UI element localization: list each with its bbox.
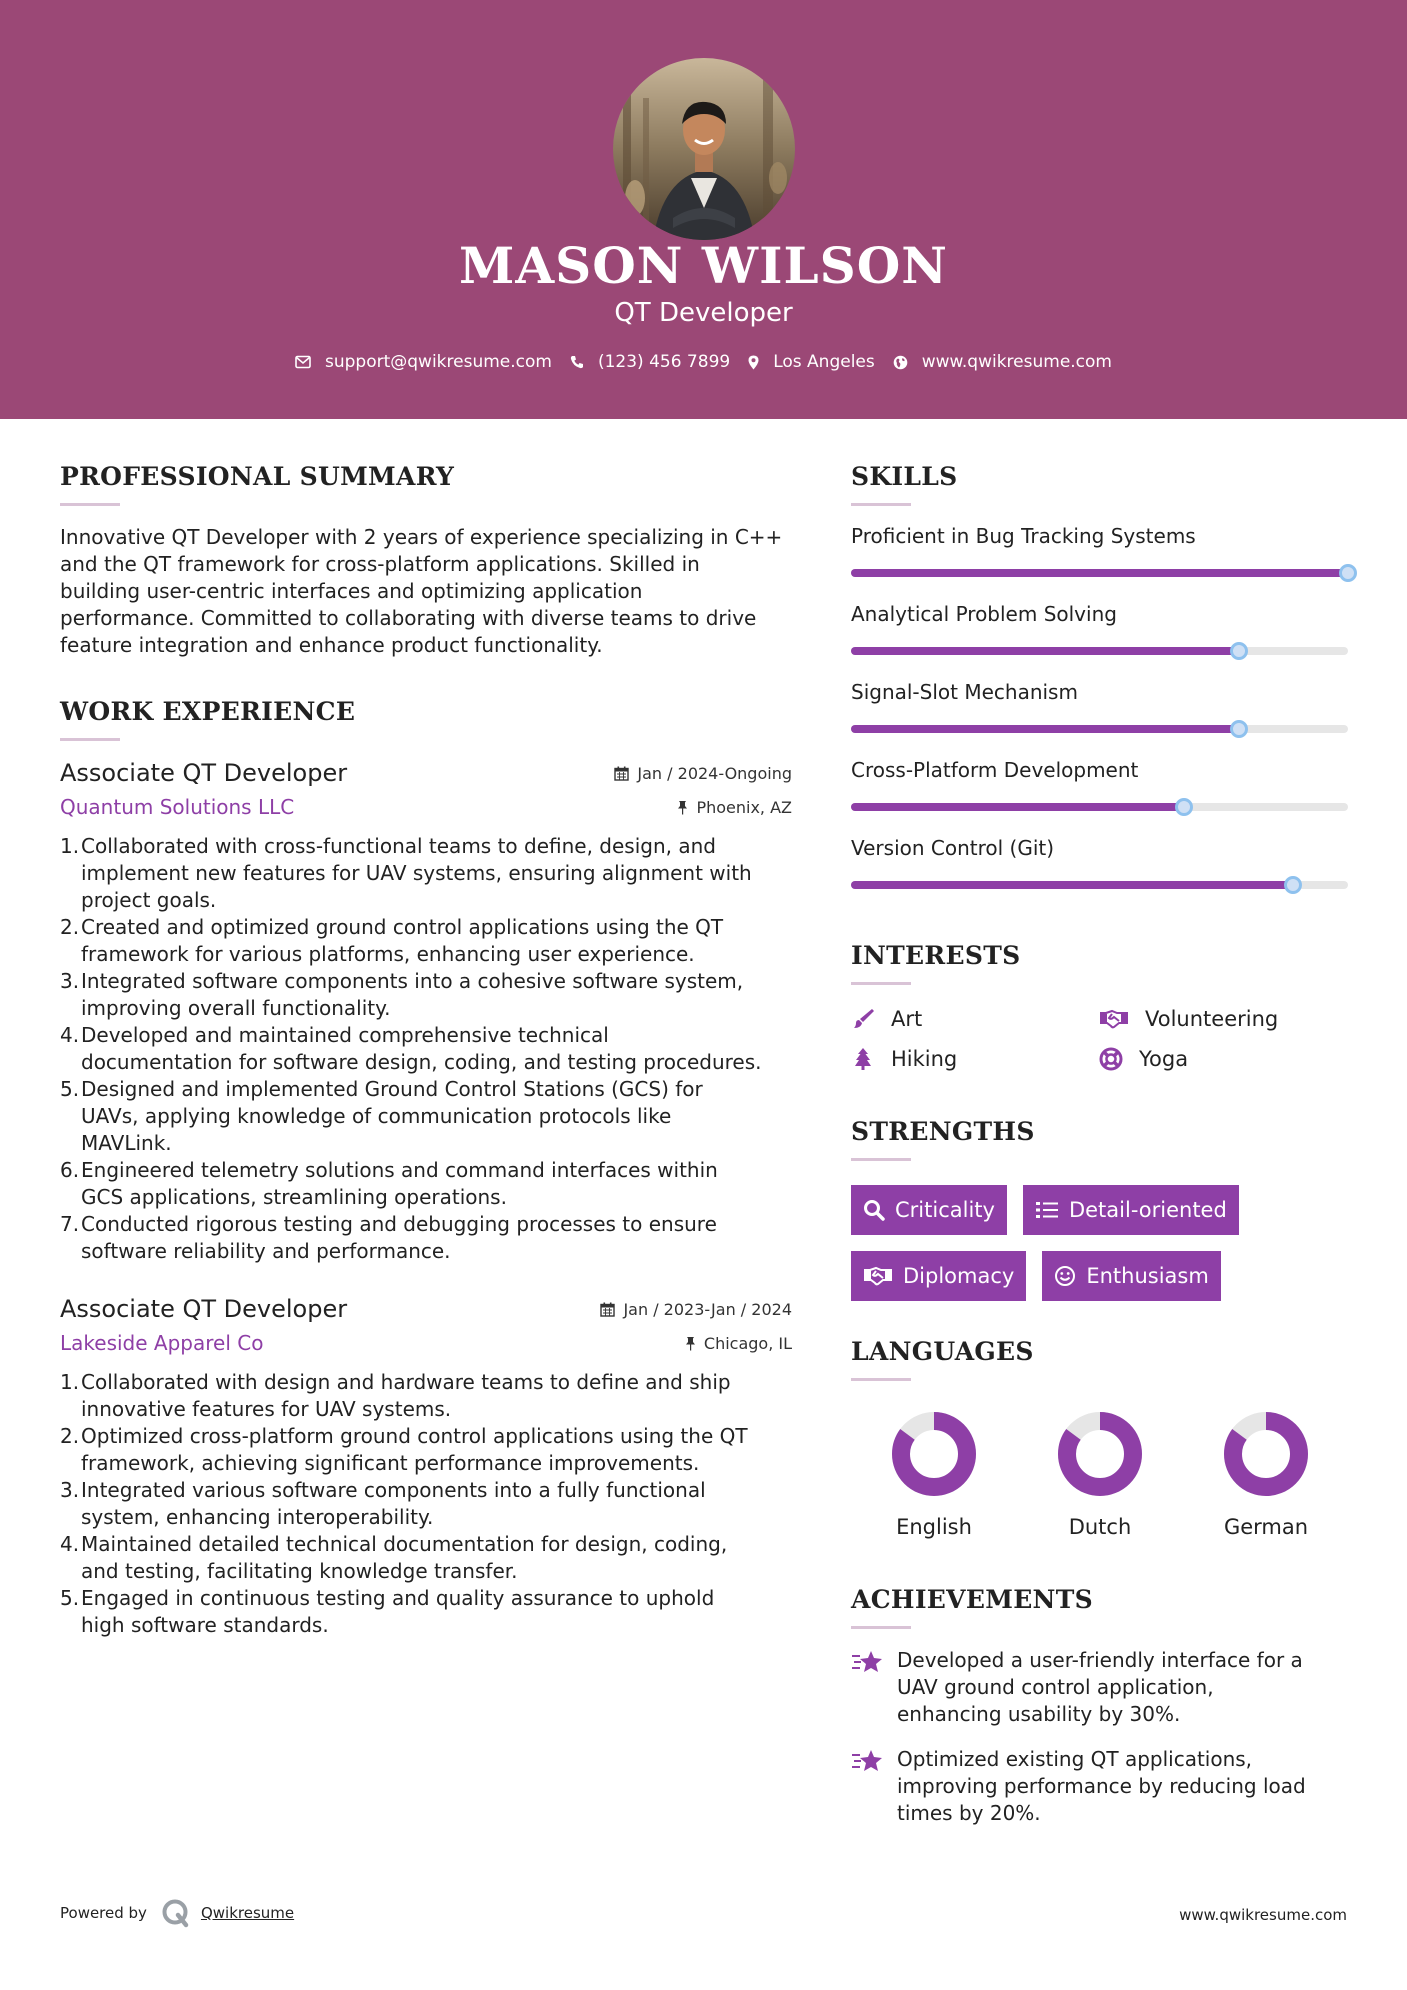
section-divider — [851, 982, 911, 985]
job-bullet: 3. Integrated software components into a cohesive software system, improving overall functionality. — [60, 969, 744, 1020]
skill-item — [851, 758, 1351, 811]
summary-line: Innovative QT Developer with 2 years of experience specializing in C++ — [60, 525, 783, 549]
job-location-text: Chicago, IL — [703, 1333, 792, 1353]
achievement-line: times by 20%. — [897, 1801, 1041, 1825]
footer-website[interactable]: www.qwikresume.com — [1179, 1906, 1347, 1924]
resume-header — [0, 0, 1407, 419]
job-company: Quantum Solutions LLC — [60, 795, 295, 819]
strength-label: Detail-oriented — [1068, 1198, 1227, 1222]
skill-name: Signal-Slot Mechanism — [851, 680, 1078, 704]
job-title: Associate QT Developer — [60, 1295, 348, 1323]
section-heading: STRENGTHS — [851, 1117, 1035, 1146]
job-bullet: 1. Collaborated with cross-functional teams to define, design, and implement new features for UAV systems, ensuring alignment with project goals. — [60, 834, 752, 912]
achievements-list — [851, 1647, 1351, 1827]
candidate-name: MASON WILSON — [459, 236, 948, 295]
skill-name: Proficient in Bug Tracking Systems — [851, 524, 1196, 548]
qwikresume-link[interactable]: Qwikresume — [200, 1904, 295, 1922]
job-location — [677, 798, 792, 817]
interest-item — [851, 1047, 1099, 1071]
skill-item — [851, 836, 1351, 889]
job-bullet: 3. Integrated various software components into a fully functional system, enhancing interoperability. — [60, 1478, 706, 1529]
languages-list — [851, 1411, 1351, 1539]
profile-photo-image — [613, 58, 795, 240]
strength-chip — [851, 1251, 1026, 1301]
language-donut — [1223, 1411, 1309, 1497]
achievement-line: enhancing usability by 30%. — [897, 1702, 1181, 1726]
job-bullet: 5. Designed and implemented Ground Control Stations (GCS) for UAVs, applying knowledge of communication protocols like MAVLink. — [60, 1077, 703, 1155]
interest-label: Art — [891, 1007, 923, 1031]
envelope-icon — [295, 355, 311, 369]
skill-bar-fill — [851, 881, 1293, 889]
summary-line: and the QT framework for cross-platform applications. Skilled in — [60, 552, 700, 576]
section-divider — [60, 503, 120, 506]
language-item — [1017, 1411, 1183, 1539]
achievement-line: Optimized existing QT applications, — [897, 1747, 1253, 1771]
contact-email-text: support@qwikresume.com — [325, 352, 552, 372]
strength-label: Enthusiasm — [1086, 1264, 1209, 1288]
job-date-text: Jan / 2023-Jan / 2024 — [623, 1299, 792, 1319]
lifebuoy-icon — [1099, 1047, 1123, 1071]
language-item — [1183, 1411, 1349, 1539]
skill-bar-fill — [851, 569, 1348, 577]
achievement-line: Developed a user-friendly interface for a — [897, 1648, 1303, 1672]
section-divider — [851, 503, 911, 506]
powered-by-text: Powered by — [60, 1904, 147, 1922]
globe-icon — [893, 355, 908, 370]
strengths-section — [851, 1117, 1351, 1301]
interests-list — [851, 1007, 1351, 1071]
right-column — [851, 462, 1351, 1827]
section-heading: WORK EXPERIENCE — [60, 697, 356, 726]
job-bullets — [60, 1369, 792, 1639]
job-bullet: 2. Optimized cross-platform ground control applications using the QT framework, achieving significant performance improvements. — [60, 1424, 748, 1475]
tree-icon — [851, 1047, 875, 1071]
skills-section — [851, 462, 1351, 889]
contact-website-text: www.qwikresume.com — [921, 352, 1112, 372]
language-name: English — [896, 1515, 972, 1539]
contact-phone[interactable] — [570, 352, 730, 372]
skills-list — [851, 524, 1351, 889]
section-divider — [851, 1158, 911, 1161]
phone-icon — [570, 355, 584, 369]
language-donut — [891, 1411, 977, 1497]
achievement-item — [851, 1746, 1351, 1827]
section-divider — [60, 738, 120, 741]
job-entry — [60, 759, 792, 1265]
skill-bar-fill — [851, 803, 1184, 811]
summary-line: building user-centric interfaces and optimizing application — [60, 579, 643, 603]
contact-email[interactable] — [295, 352, 552, 372]
paintbrush-icon — [851, 1007, 875, 1031]
qwikresume-logo-icon — [161, 1898, 191, 1928]
search-icon — [863, 1199, 885, 1221]
section-heading: SKILLS — [851, 462, 958, 491]
skill-bar-knob — [1339, 564, 1357, 582]
skill-name: Analytical Problem Solving — [851, 602, 1117, 626]
job-bullet: 1. Collaborated with design and hardware teams to define and ship innovative features for UAV systems. — [60, 1370, 731, 1421]
footer-powered-by — [60, 1898, 294, 1928]
skill-bar-track — [851, 881, 1348, 889]
skill-name: Version Control (Git) — [851, 836, 1055, 860]
contact-bar — [0, 352, 1407, 372]
list-icon — [1035, 1200, 1059, 1220]
handshake-icon — [863, 1265, 893, 1287]
shooting-star-icon — [851, 1748, 883, 1774]
skill-bar-knob — [1175, 798, 1193, 816]
professional-summary-section — [60, 462, 792, 659]
candidate-title: QT Developer — [614, 298, 793, 328]
strength-label: Diplomacy — [903, 1264, 1015, 1288]
languages-section — [851, 1337, 1351, 1539]
handshake-icon — [1099, 1008, 1129, 1030]
skill-bar-track — [851, 569, 1348, 577]
contact-location — [748, 352, 875, 372]
job-date — [600, 1300, 792, 1319]
interest-item — [851, 1007, 1099, 1031]
strength-chip — [851, 1185, 1007, 1235]
section-heading: INTERESTS — [851, 941, 1021, 970]
interest-item — [1099, 1007, 1347, 1031]
skill-item — [851, 602, 1351, 655]
section-heading: PROFESSIONAL SUMMARY — [60, 462, 455, 491]
shooting-star-icon — [851, 1649, 883, 1675]
skill-item — [851, 680, 1351, 733]
achievement-item — [851, 1647, 1351, 1728]
language-name: Dutch — [1068, 1515, 1132, 1539]
skill-bar-knob — [1230, 720, 1248, 738]
section-divider — [851, 1378, 911, 1381]
interest-label: Volunteering — [1145, 1007, 1279, 1031]
achievement-line: improving performance by reducing load — [897, 1774, 1306, 1798]
language-name: German — [1223, 1515, 1309, 1539]
interest-label: Yoga — [1139, 1047, 1189, 1071]
job-bullet: 4. Developed and maintained comprehensive technical documentation for software design, coding, and testing procedures. — [60, 1023, 762, 1074]
section-heading: ACHIEVEMENTS — [851, 1585, 1093, 1614]
calendar-icon — [600, 1302, 615, 1317]
achievement-line: UAV ground control application, — [897, 1675, 1214, 1699]
skill-name: Cross-Platform Development — [851, 758, 1139, 782]
job-title: Associate QT Developer — [60, 759, 348, 787]
skill-bar-knob — [1230, 642, 1248, 660]
contact-website[interactable] — [893, 352, 1112, 372]
job-bullet: 2. Created and optimized ground control applications using the QT framework for various platforms, enhancing user experience. — [60, 915, 724, 966]
skill-bar-track — [851, 803, 1348, 811]
skill-item — [851, 524, 1351, 577]
job-company: Lakeside Apparel Co — [60, 1331, 264, 1355]
job-bullet: 4. Maintained detailed technical documentation for design, coding, and testing, facilitating knowledge transfer. — [60, 1532, 728, 1583]
skill-bar-fill — [851, 647, 1239, 655]
skill-bar-knob — [1284, 876, 1302, 894]
calendar-icon — [614, 766, 629, 781]
interests-section — [851, 941, 1351, 1071]
job-bullet: 6. Engineered telemetry solutions and command interfaces within GCS applications, streamlining operations. — [60, 1158, 718, 1209]
profile-photo — [613, 58, 795, 240]
language-donut — [1057, 1411, 1143, 1497]
skill-bar-track — [851, 647, 1348, 655]
contact-location-text: Los Angeles — [773, 352, 875, 372]
interest-item — [1099, 1047, 1347, 1071]
job-date — [614, 764, 792, 783]
pushpin-icon — [677, 800, 688, 815]
summary-line: feature integration and enhance product functionality. — [60, 633, 603, 657]
job-bullet: 5. Engaged in continuous testing and quality assurance to uphold high software standards. — [60, 1586, 715, 1637]
job-entry — [60, 1295, 792, 1639]
smile-icon — [1054, 1265, 1076, 1287]
interest-label: Hiking — [891, 1047, 958, 1071]
strength-label: Criticality — [895, 1198, 995, 1222]
skill-bar-track — [851, 725, 1348, 733]
achievements-section — [851, 1585, 1351, 1827]
map-pin-icon — [748, 355, 759, 370]
job-location — [685, 1334, 792, 1353]
job-location-text: Phoenix, AZ — [696, 797, 792, 817]
summary-text — [60, 524, 792, 659]
skill-bar-fill — [851, 725, 1239, 733]
job-date-text: Jan / 2024-Ongoing — [637, 763, 792, 783]
job-bullet: 7. Conducted rigorous testing and debugging processes to ensure software reliability and performance. — [60, 1212, 717, 1263]
section-divider — [851, 1626, 911, 1629]
pushpin-icon — [685, 1336, 696, 1351]
contact-phone-text: (123) 456 7899 — [597, 352, 731, 372]
strengths-list — [851, 1185, 1351, 1301]
strength-chip — [1042, 1251, 1220, 1301]
work-experience-section — [60, 697, 792, 1639]
language-item — [851, 1411, 1017, 1539]
job-bullets — [60, 833, 792, 1265]
section-heading: LANGUAGES — [851, 1337, 1034, 1366]
left-column — [60, 462, 792, 1639]
strength-chip — [1023, 1185, 1239, 1235]
summary-line: performance. Committed to collaborating with diverse teams to drive — [60, 606, 757, 630]
